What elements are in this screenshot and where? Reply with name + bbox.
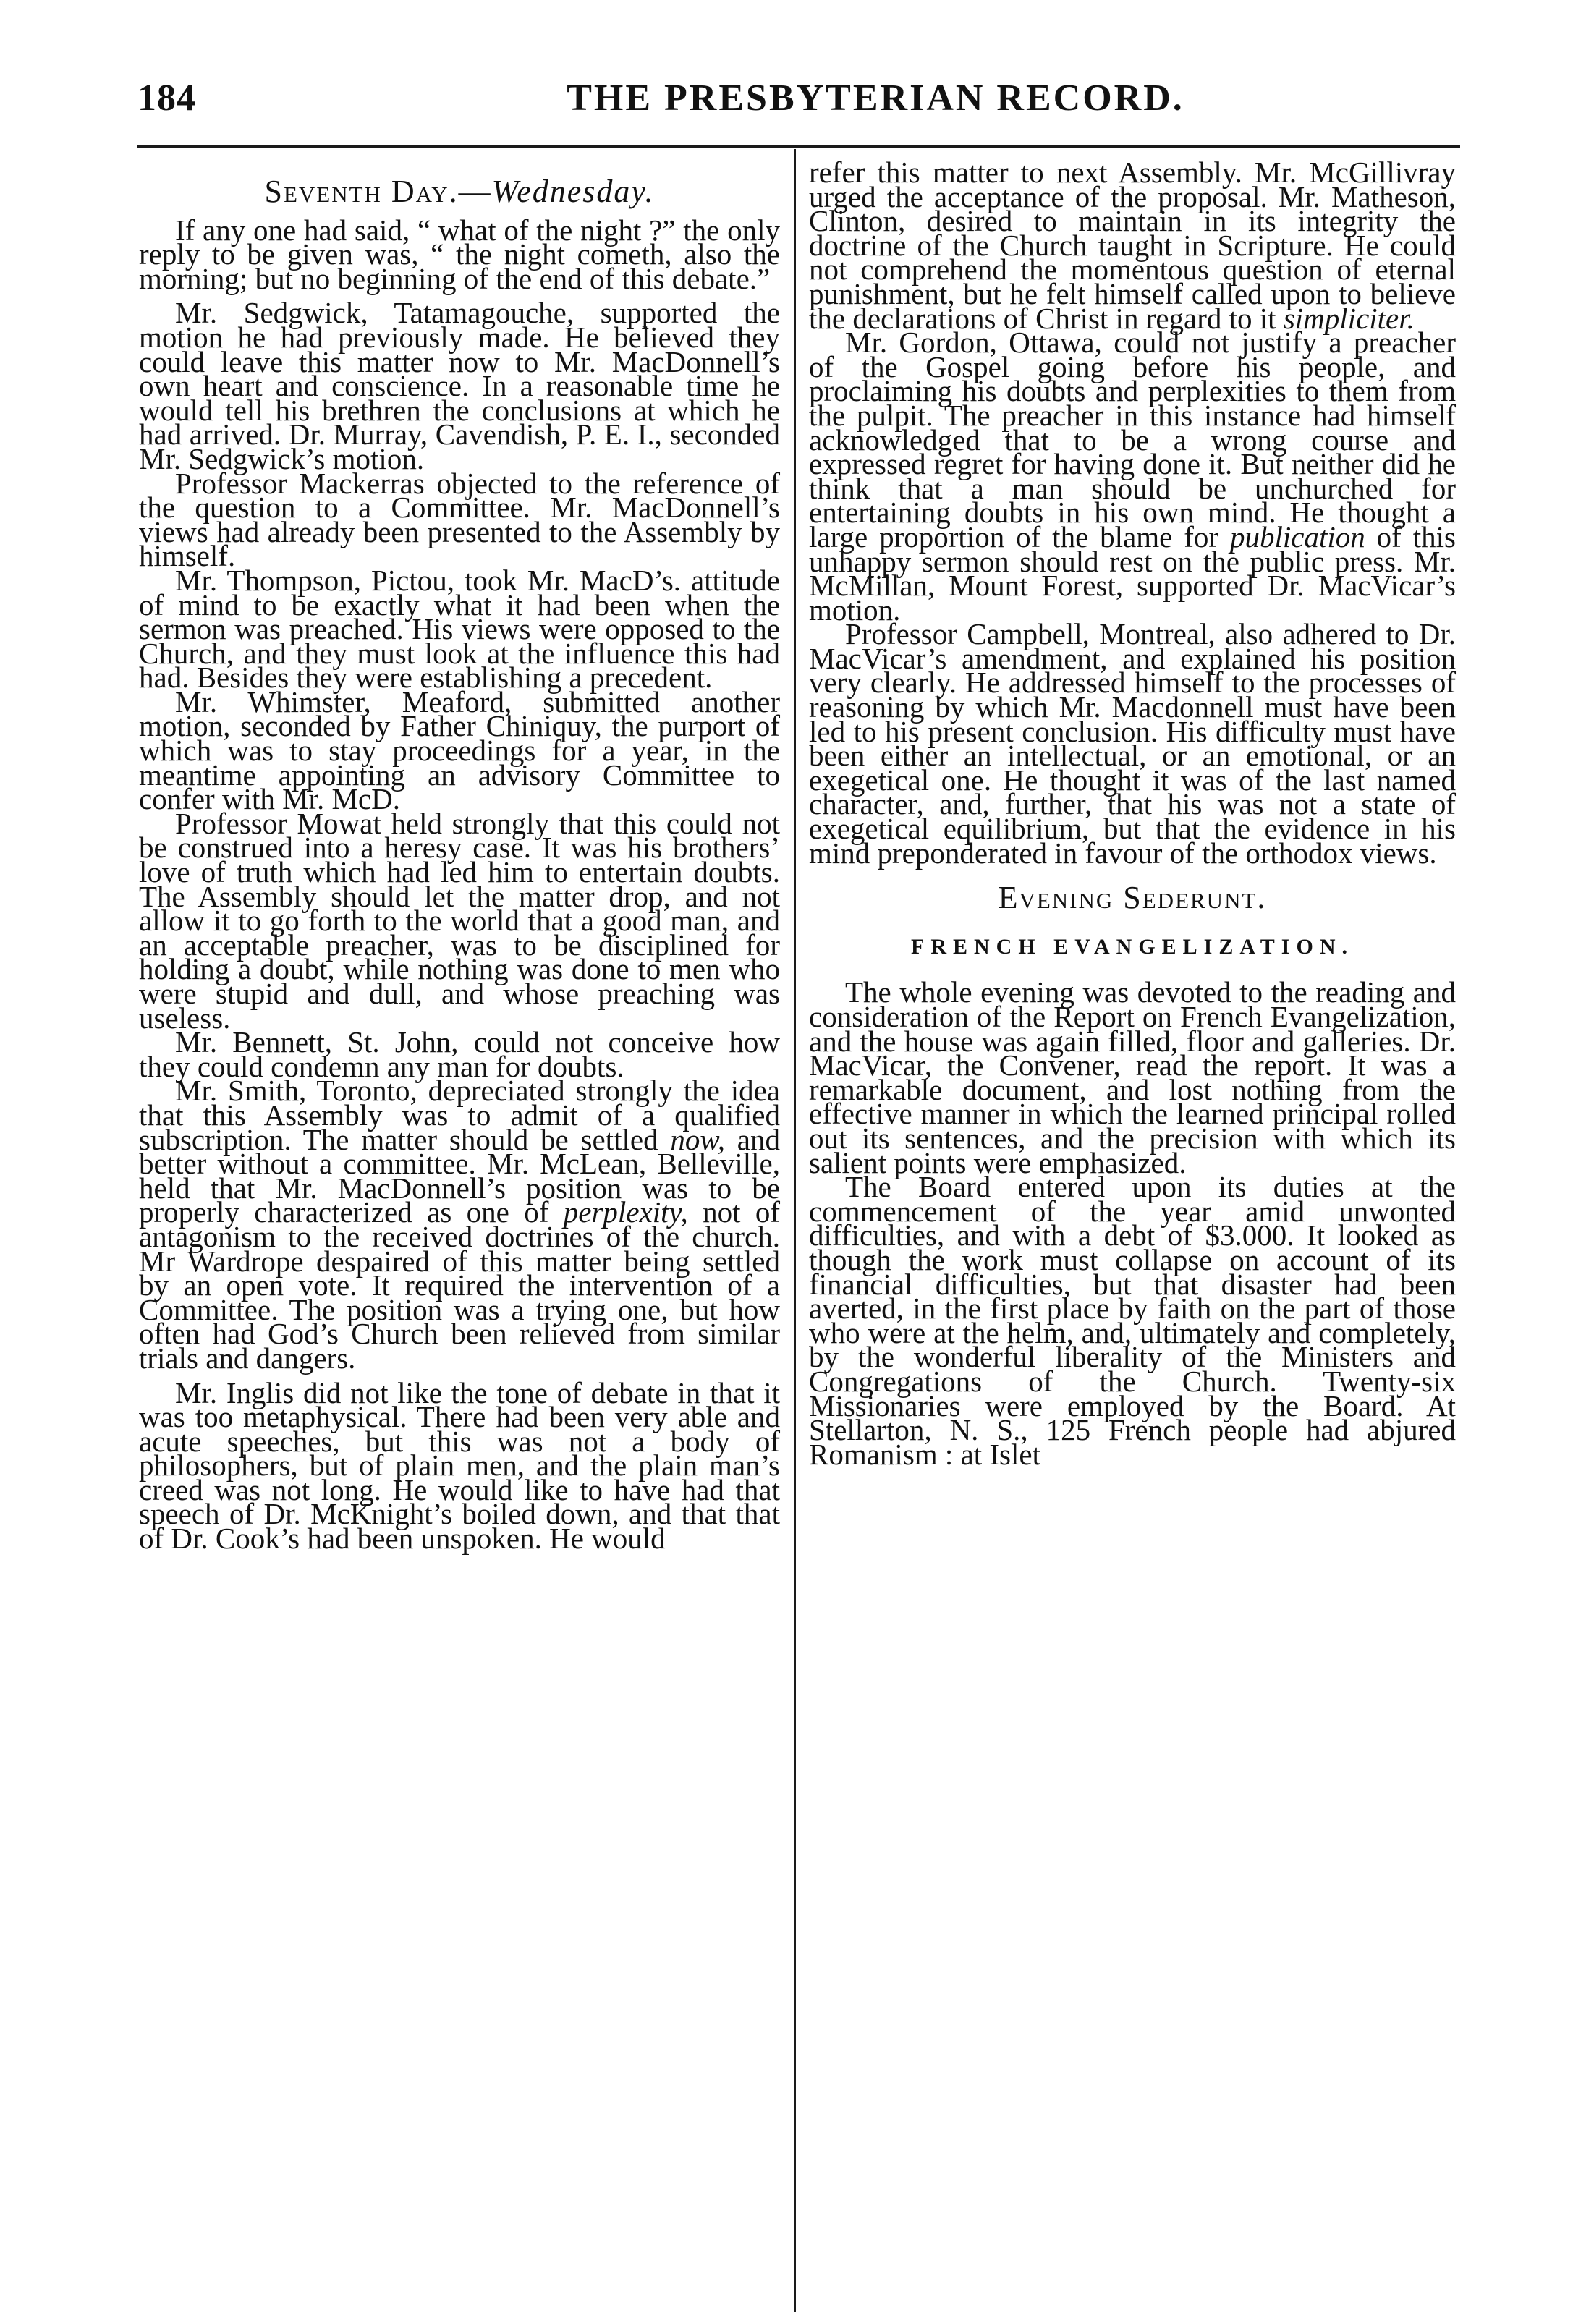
paragraph: Mr. Inglis did not like the tone of debate in that it was too metaphysical. There had been very able and acute speeches, but this was not a body of philosophers, but of plain men, and the plain man’s creed was not long. He would like to have had that speech of Dr. McKnight’s boiled down, and that that of Dr. Cook’s had been unspoken. He would: [139, 1375, 780, 1556]
column-divider: [794, 149, 796, 2312]
paragraph: Mr. Thompson, Pictou, took Mr. MacD’s. attitude of mind to be exactly what it had been when the sermon was preached. His views were opposed to the Church, and they must look at the influence this had had. Besides they were establishing a precedent.: [139, 563, 780, 695]
right-column: [809, 156, 1456, 1471]
paragraph: The whole evening was devoted to the reading and consideration of the Report on French Evangelization, and the house was again filled, floor and galleries. Dr. MacVicar, the Convener, read the report. It was a remarkable document, and lost nothing from the effective manner in which the learned principal rolled out its sentences, and the precision with which its salient points were emphasized.: [809, 975, 1456, 1179]
paragraph: Mr. Sedgwick, Tatamagouche, supported the motion he had previously made. He believed they could leave this matter now to Mr. MacDonnell’s own heart and conscience. In a reasonable time he would tell his brethren the conclusions at which he had arrived. Dr. Murray, Cavendish, P. E. I., seconded Mr. Sedgwick’s motion.: [139, 296, 780, 475]
header-rule: [137, 145, 1460, 148]
paragraph: Mr. Whimster, Meaford, submitted another motion, seconded by Father Chiniquy, the purport of which was to stay proceedings for a year, in the meantime appointing an advisory Committee to confer with Mr. McD.: [139, 684, 780, 816]
running-title: THE PRESBYTERIAN RECORD.: [567, 77, 1184, 119]
subheading-french-evangelization: FRENCH EVANGELIZATION.: [911, 934, 1354, 959]
section-heading-evening-sederunt: Evening Sederunt.: [998, 880, 1267, 916]
paragraph: The Board entered upon its duties at the commencement of the year amid unwonted difficulties, and with a debt of $3.000. It looked as though the work must collapse on account of its financial difficulties, but that disaster had been averted, in the first place by faith on the part of those who were at the helm, and, ultimately and completely, by the wonderful liberality of the Ministers and Congregations of the Church. Twenty-six Missionaries were employed by the Board. At Stellarton, N. S., 125 French people had abjured Romanism : at Islet: [809, 1170, 1456, 1471]
page-header: [137, 77, 1454, 136]
paragraph: refer this matter to next Assembly. Mr. McGillivray urged the acceptance of the proposal. Mr. Matheson, Clinton, desired to maintain in its integrity the doctrine of the Church taught in Scripture. He could not comprehend the momentous question of eternal punishment, but he felt himself called upon to believe the declarations of Christ in regard to it simpliciter.: [809, 156, 1456, 335]
paragraph: Mr. Bennett, St. John, could not conceive how they could condemn any man for doubts.: [139, 1025, 780, 1083]
page-number: 184: [137, 77, 196, 119]
section-heading-seventh-day: Seventh Day.—Wednesday.: [264, 174, 655, 209]
paragraph: Professor Mackerras objected to the reference of the question to a Committee. Mr. MacDonnell’s views had already been presented to the Assembly by himself.: [139, 466, 780, 573]
paragraph: Mr. Smith, Toronto, depreciated strongly the idea that this Assembly was to admit of a qualified subscription. The matter should be settled now, and better without a committee. Mr. McLean, Belleville, held that Mr. MacDonnell’s position was to be properly characterized as one of perplexity, not of antagonism to the received doctrines of the church. Mr Wardrope despaired of this matter being settled by an open vote. It required the intervention of a Committee. The position was a trying one, but how often had God’s Church been relieved from similar trials and dangers.: [139, 1074, 781, 1375]
paragraph: Professor Mowat held strongly that this could not be construed into a heresy case. It was his brothers’ love of truth which had led him to entertain doubts. The Assembly should let the matter drop, and not allow it to go forth to the world that a good man, and an acceptable preacher, was to be disciplined for holding a doubt, while nothing was done to men who were stupid and dull, and whose preaching was useless.: [139, 806, 780, 1035]
paragraph: If any one had said, “ what of the night ?” the only reply to be given was, “ the night cometh, also the morning; but no beginning of the end of this debate.”: [139, 213, 780, 295]
paragraph: Professor Campbell, Montreal, also adhered to Dr. MacVicar’s amendment, and explained his position very clearly. He addressed himself to the processes of reasoning by which Mr. Macdonnell must have been led to his present conclusion. His difficulty must have been either an intellectual, or an emotional, or an exegetical one. He thought it was of the last named character, and, further, that his was not a state of exegetical equilibrium, but that the evidence in his mind preponderated in favour of the orthodox views.: [809, 617, 1456, 870]
left-column: [139, 161, 781, 1556]
paragraph: Mr. Gordon, Ottawa, could not justify a preacher of the Gospel going before his people, and proclaiming his doubts and perplexities to them from the pulpit. The preacher in this instance had himself acknowledged that to be a wrong course and expressed regret for having done it. But neither did he think that a man should be unchurched for entertaining doubts in his own mind. He thought a large proportion of the blame for publication of this unhappy sermon should rest on the public press. Mr. McMillan, Mount Forest, supported Dr. MacVicar’s motion.: [809, 326, 1456, 627]
